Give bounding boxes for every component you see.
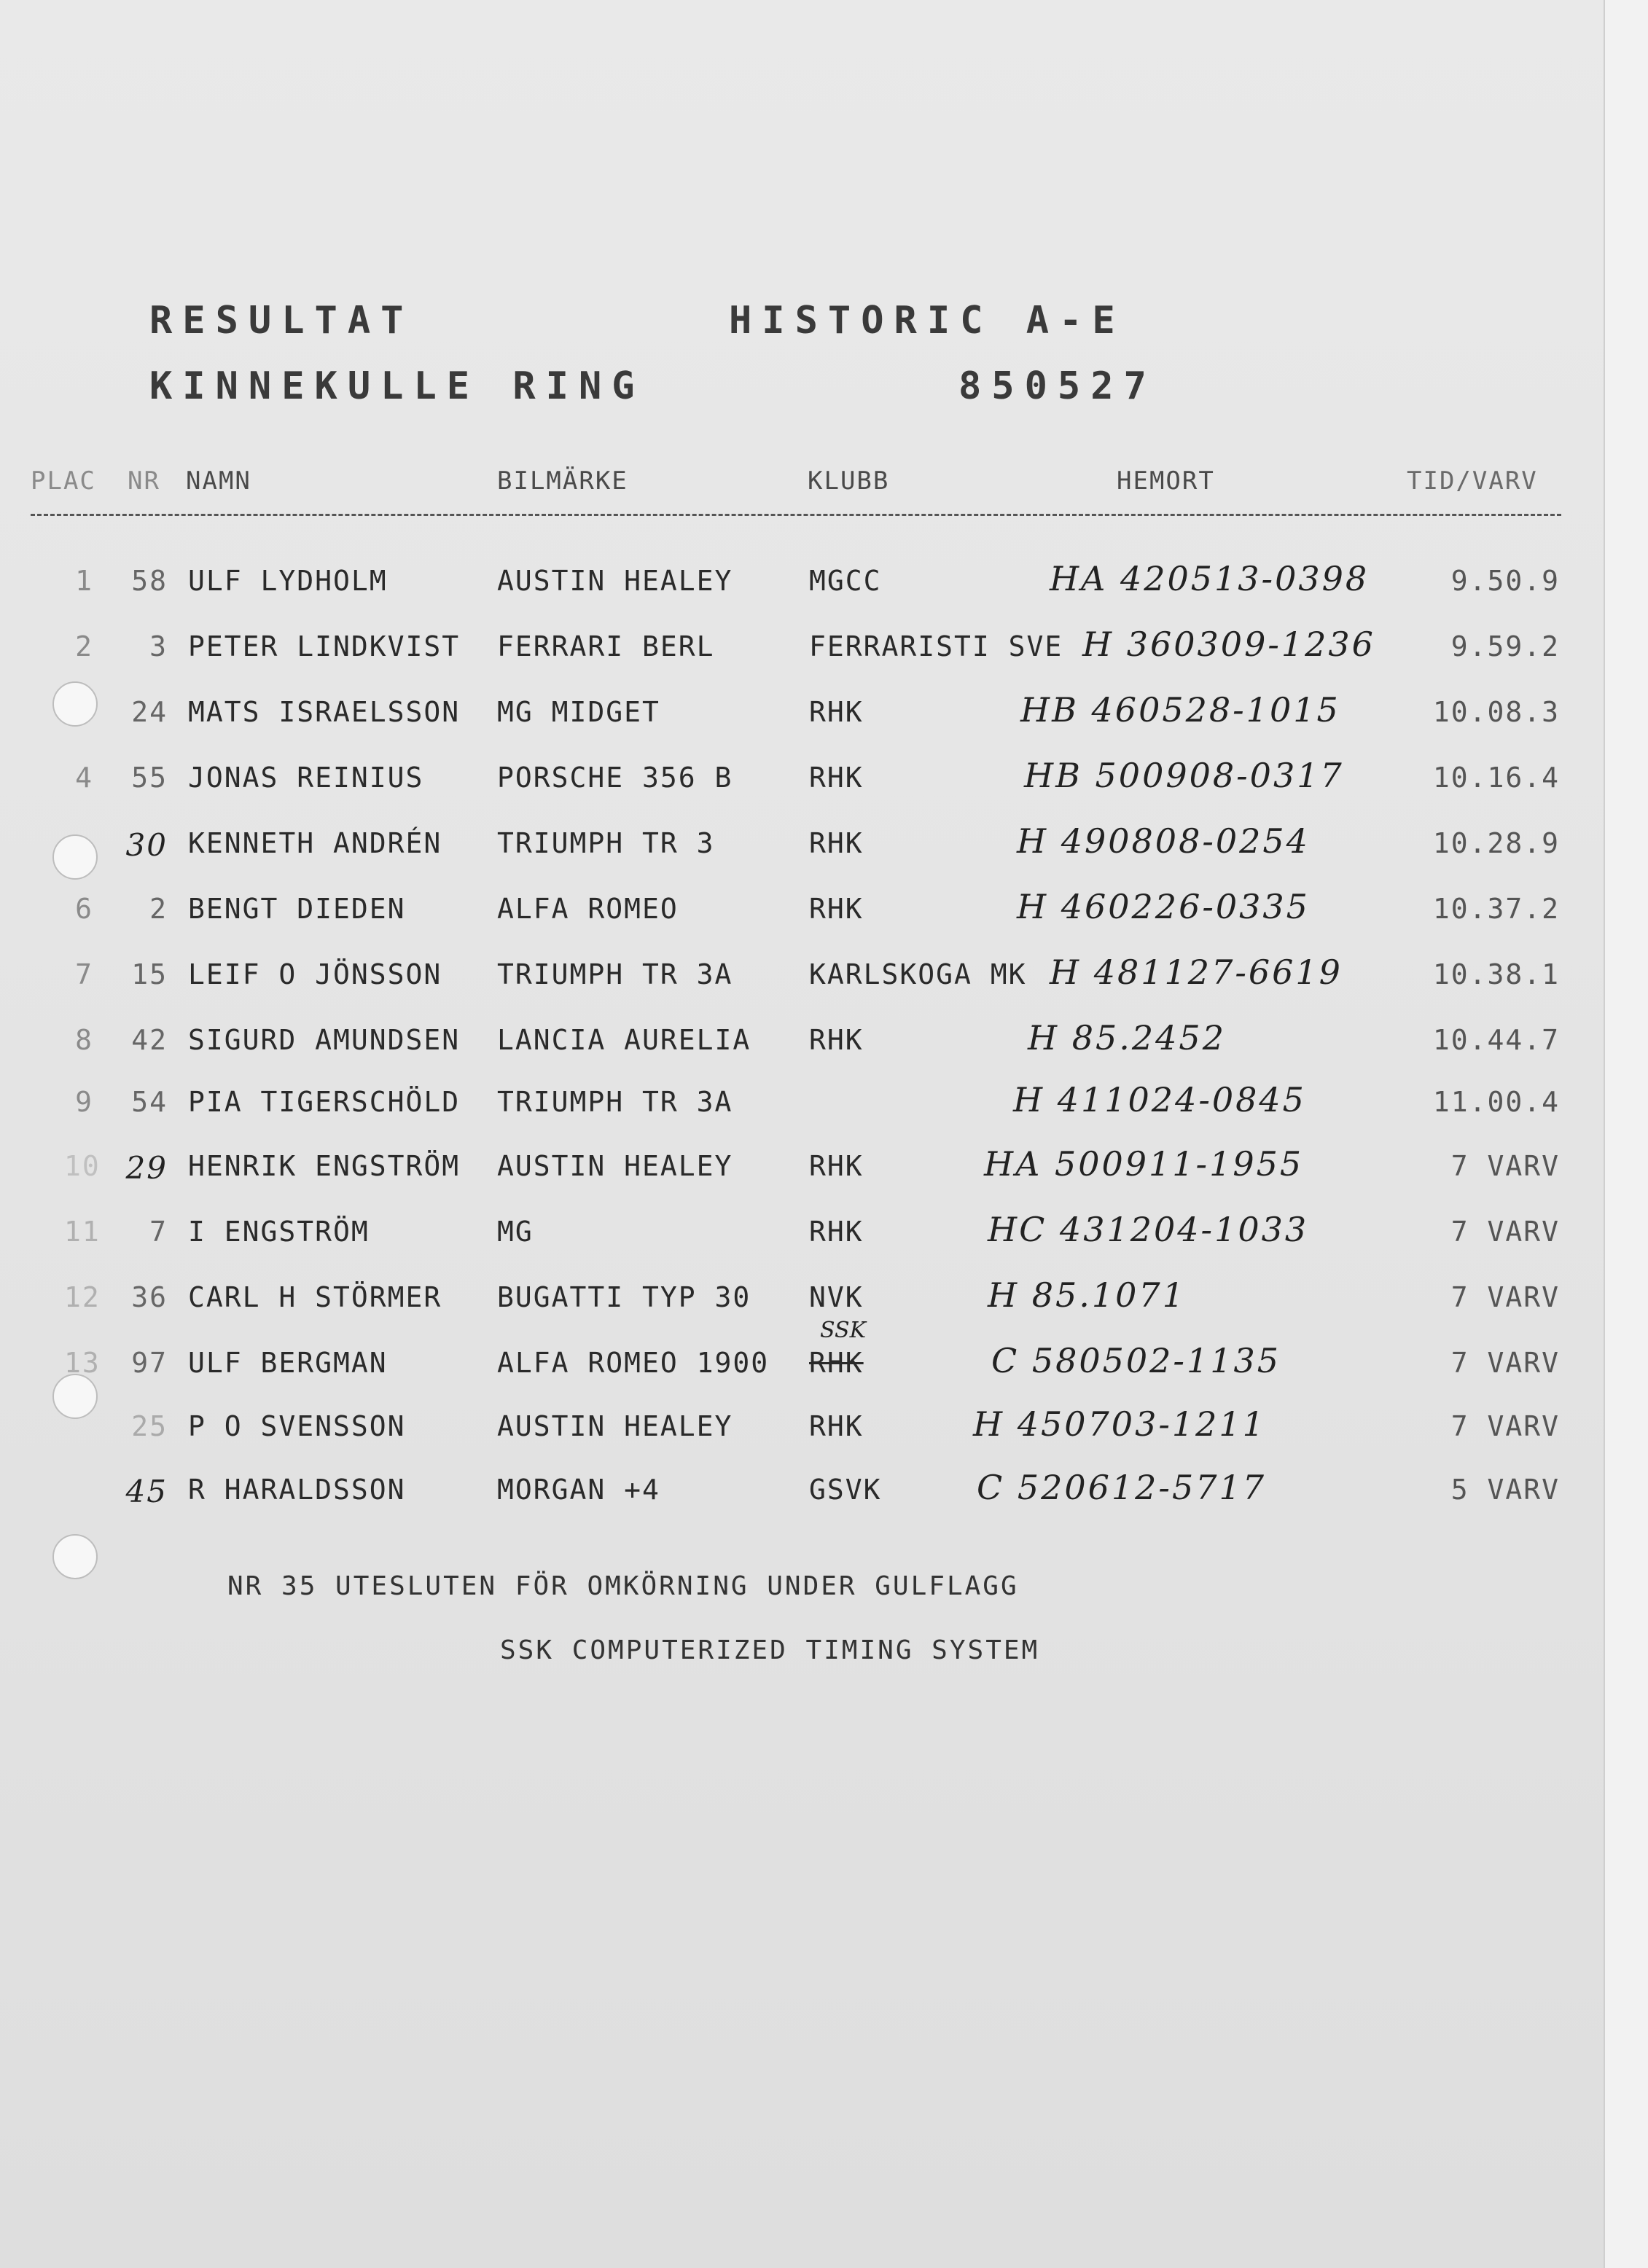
club-correction: SSK bbox=[820, 1318, 866, 1343]
cell-name: PIA TIGERSCHÖLD bbox=[188, 1086, 461, 1118]
column-header-hemort: HEMORT bbox=[1117, 466, 1215, 496]
cell-home: HB 460528-1015 bbox=[1020, 690, 1340, 730]
cell-home: H 450703-1211 bbox=[973, 1404, 1266, 1444]
table-row bbox=[0, 1210, 1604, 1274]
cell-home: H 360309-1236 bbox=[1082, 625, 1375, 664]
cell-car: MG MIDGET bbox=[497, 696, 660, 728]
cell-nr: 45 bbox=[125, 1474, 168, 1509]
cell-club: RHK bbox=[809, 762, 864, 794]
cell-club: RHK bbox=[809, 696, 864, 728]
cell-car: TRIUMPH TR 3A bbox=[497, 1086, 733, 1118]
cell-home: HB 500908-0317 bbox=[1024, 756, 1344, 795]
cell-name: JONAS REINIUS bbox=[188, 762, 424, 794]
cell-nr: 25 bbox=[131, 1410, 168, 1442]
cell-name: PETER LINDKVIST bbox=[188, 630, 461, 662]
cell-home: H 490808-0254 bbox=[1017, 821, 1310, 861]
cell-nr: 29 bbox=[125, 1150, 168, 1186]
column-header-plac: PLAC bbox=[31, 466, 96, 496]
cell-time: 10.16.4 bbox=[1432, 762, 1560, 794]
cell-plac: 8 bbox=[75, 1024, 93, 1056]
cell-plac: 2 bbox=[75, 630, 93, 662]
cell-club: RHK bbox=[809, 1024, 864, 1056]
cell-car: FERRARI BERL bbox=[497, 630, 715, 662]
cell-plac: 10 bbox=[64, 1150, 101, 1182]
cell-time: 10.37.2 bbox=[1432, 893, 1560, 925]
cell-home: HC 431204-1033 bbox=[988, 1210, 1309, 1249]
cell-time: 11.00.4 bbox=[1432, 1086, 1560, 1118]
cell-home: C 520612-5717 bbox=[977, 1468, 1267, 1507]
cell-home: C 580502-1135 bbox=[991, 1341, 1281, 1380]
table-row bbox=[0, 559, 1604, 623]
cell-name: ULF LYDHOLM bbox=[188, 565, 388, 597]
cell-nr: 42 bbox=[131, 1024, 168, 1056]
cell-nr: 30 bbox=[125, 827, 168, 863]
cell-plac: 12 bbox=[64, 1281, 101, 1313]
column-header-namn: NAMN bbox=[186, 466, 251, 496]
table-row bbox=[0, 625, 1604, 689]
cell-home: HA 500911-1955 bbox=[984, 1144, 1304, 1184]
table-row bbox=[0, 1080, 1604, 1144]
cell-club: RHK bbox=[809, 1216, 864, 1248]
cell-club: FERRARISTI SVE bbox=[809, 630, 1063, 662]
column-header-nr: NR bbox=[128, 466, 160, 496]
title-resultat: RESULTAT bbox=[149, 299, 414, 343]
cell-time: 7 VARV bbox=[1450, 1347, 1560, 1379]
cell-nr: 58 bbox=[131, 565, 168, 597]
table-row bbox=[0, 953, 1604, 1017]
cell-plac: 1 bbox=[75, 565, 93, 597]
cell-plac: 4 bbox=[75, 762, 93, 794]
cell-time: 10.08.3 bbox=[1432, 696, 1560, 728]
cell-time: 9.50.9 bbox=[1450, 565, 1560, 597]
cell-car: TRIUMPH TR 3 bbox=[497, 827, 715, 859]
cell-name: R HARALDSSON bbox=[188, 1474, 406, 1506]
cell-car: PORSCHE 356 B bbox=[497, 762, 733, 794]
cell-name: SIGURD AMUNDSEN bbox=[188, 1024, 461, 1056]
title-class: HISTORIC A-E bbox=[729, 299, 1125, 343]
cell-car: TRIUMPH TR 3A bbox=[497, 958, 733, 990]
cell-club: NVK bbox=[809, 1281, 864, 1313]
cell-name: I ENGSTRÖM bbox=[188, 1216, 370, 1248]
cell-plac: 7 bbox=[75, 958, 93, 990]
page-edge bbox=[1604, 0, 1648, 2268]
cell-club: RHK bbox=[809, 827, 864, 859]
cell-nr: 7 bbox=[149, 1216, 168, 1248]
cell-home: H 411024-0845 bbox=[1013, 1080, 1306, 1119]
table-row bbox=[0, 1018, 1604, 1082]
cell-home: H 481127-6619 bbox=[1050, 953, 1343, 992]
cell-time: 7 VARV bbox=[1450, 1150, 1560, 1182]
cell-club: MGCC bbox=[809, 565, 882, 597]
cell-car: MORGAN +4 bbox=[497, 1474, 660, 1506]
cell-home: HA 420513-0398 bbox=[1050, 559, 1370, 598]
cell-car: ALFA ROMEO bbox=[497, 893, 679, 925]
cell-name: BENGT DIEDEN bbox=[188, 893, 406, 925]
cell-plac: 13 bbox=[64, 1347, 101, 1379]
cell-time: 7 VARV bbox=[1450, 1216, 1560, 1248]
cell-name: P O SVENSSON bbox=[188, 1410, 406, 1442]
cell-car: MG bbox=[497, 1216, 534, 1248]
cell-time: 5 VARV bbox=[1450, 1474, 1560, 1506]
column-header-klubb: KLUBB bbox=[808, 466, 890, 496]
cell-car: AUSTIN HEALEY bbox=[497, 565, 733, 597]
cell-name: HENRIK ENGSTRÖM bbox=[188, 1150, 461, 1182]
cell-home: H 85.1071 bbox=[988, 1275, 1186, 1315]
cell-nr: 36 bbox=[131, 1281, 168, 1313]
table-row bbox=[0, 1275, 1604, 1340]
header-divider bbox=[31, 514, 1561, 516]
cell-car: AUSTIN HEALEY bbox=[497, 1150, 733, 1182]
title-date: 850527 bbox=[958, 364, 1157, 408]
cell-nr: 3 bbox=[149, 630, 168, 662]
table-row bbox=[0, 1144, 1604, 1208]
punch-hole bbox=[52, 1534, 98, 1579]
cell-home: H 85.2452 bbox=[1028, 1018, 1226, 1057]
table-row bbox=[0, 690, 1604, 754]
table-row bbox=[0, 1404, 1604, 1469]
cell-nr: 97 bbox=[131, 1347, 168, 1379]
cell-club: KARLSKOGA MK bbox=[809, 958, 1027, 990]
cell-club: RHK bbox=[809, 893, 864, 925]
cell-club: RHK bbox=[809, 1410, 864, 1442]
cell-nr: 55 bbox=[131, 762, 168, 794]
cell-car: BUGATTI TYP 30 bbox=[497, 1281, 751, 1313]
column-header-bilmarke: BILMÄRKE bbox=[497, 466, 628, 496]
cell-car: LANCIA AURELIA bbox=[497, 1024, 751, 1056]
cell-plac: 11 bbox=[64, 1216, 101, 1248]
cell-club: RHK bbox=[809, 1347, 864, 1379]
cell-plac: 6 bbox=[75, 893, 93, 925]
table-row bbox=[0, 887, 1604, 951]
table-row bbox=[0, 756, 1604, 820]
cell-time: 9.59.2 bbox=[1450, 630, 1560, 662]
table-row bbox=[0, 1468, 1604, 1532]
cell-nr: 2 bbox=[149, 893, 168, 925]
cell-nr: 15 bbox=[131, 958, 168, 990]
cell-name: LEIF O JÖNSSON bbox=[188, 958, 442, 990]
cell-club: GSVK bbox=[809, 1474, 882, 1506]
footer-note: NR 35 UTESLUTEN FÖR OMKÖRNING UNDER GULFLAGG bbox=[227, 1571, 1019, 1601]
cell-time: 7 VARV bbox=[1450, 1281, 1560, 1313]
cell-nr: 54 bbox=[131, 1086, 168, 1118]
cell-plac: 9 bbox=[75, 1086, 93, 1118]
cell-name: ULF BERGMAN bbox=[188, 1347, 388, 1379]
footer-system: SSK COMPUTERIZED TIMING SYSTEM bbox=[500, 1635, 1040, 1665]
cell-name: MATS ISRAELSSON bbox=[188, 696, 461, 728]
cell-time: 7 VARV bbox=[1450, 1410, 1560, 1442]
column-header-tid: TID/VARV bbox=[1407, 466, 1538, 496]
cell-name: KENNETH ANDRÉN bbox=[188, 827, 442, 859]
cell-car: AUSTIN HEALEY bbox=[497, 1410, 733, 1442]
cell-time: 10.38.1 bbox=[1432, 958, 1560, 990]
title-venue: KINNEKULLE RING bbox=[149, 364, 645, 408]
cell-time: 10.28.9 bbox=[1432, 827, 1560, 859]
cell-time: 10.44.7 bbox=[1432, 1024, 1560, 1056]
table-row bbox=[0, 1318, 1604, 1405]
cell-nr: 24 bbox=[131, 696, 168, 728]
cell-car: ALFA ROMEO 1900 bbox=[497, 1347, 770, 1379]
cell-name: CARL H STÖRMER bbox=[188, 1281, 442, 1313]
cell-home: H 460226-0335 bbox=[1017, 887, 1310, 926]
cell-club: RHK bbox=[809, 1150, 864, 1182]
table-row bbox=[0, 821, 1604, 885]
